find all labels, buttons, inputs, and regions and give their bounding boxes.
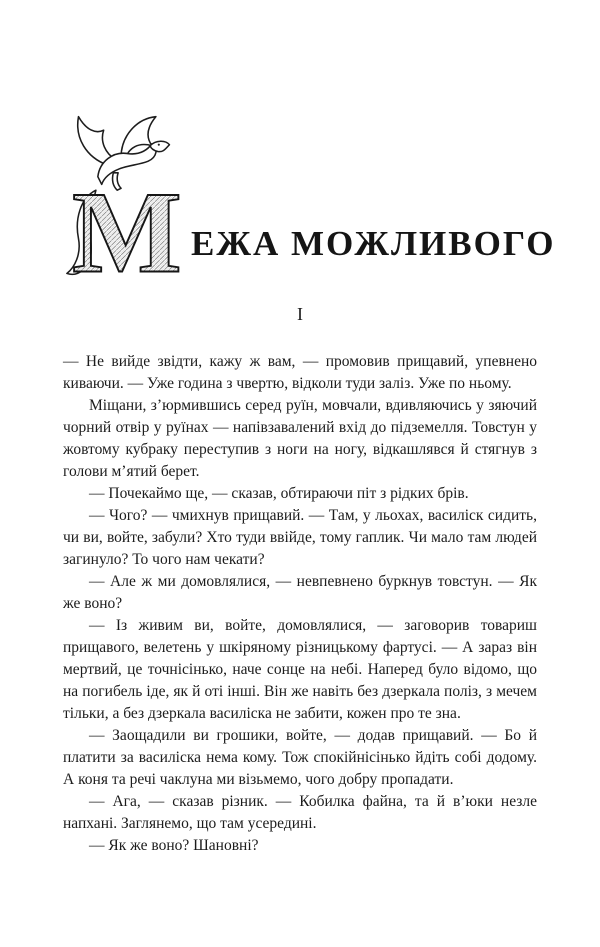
paragraph: — Не вийде звідти, кажу ж вам, — промовив прищавий, упевнено киваючи. — Уже година з чвертю, відколи туди заліз. Уже по ньому. <box>63 353 537 392</box>
paragraph: Міщани, з’юрмившись серед руїн, мовчали, вдивляючись у зяючий чорний отвір у руїнах — напівзавалений вхід до підземелля. Товстун у жовтому кубраку переступив з ноги на ногу, відкашлявся й стягнув з голови м’ятий берет. <box>63 397 537 480</box>
dragon-initial-illustration <box>63 104 183 290</box>
body-text <box>63 351 537 857</box>
paragraph: — Але ж ми домовлялися, — невпевнено буркнув товстун. — Як же воно? <box>63 573 537 612</box>
chapter-title: ЕЖА МОЖЛИВОГО <box>191 224 556 263</box>
text-column <box>63 0 556 857</box>
paragraph: — Із живим ви, войте, домовлялися, — заговорив товариш прищавого, велетень у шкіряному різницькому фартусі. — А зараз він мертвий, це точнісінько, наче сонце на небі. Наперед було відомо, що на погибель іде, як й оті інші. Він же навіть без дзеркала поліз, з мечем тільки, а без дзеркала василіска не забити, кожен про те зна. <box>63 617 537 722</box>
title-initial-letter: М <box>72 169 182 290</box>
paragraph: — Почекаймо ще, — сказав, обтираючи піт з рідких брів. <box>89 485 469 502</box>
paragraph: — Як же воно? Шановні? <box>89 837 259 854</box>
paragraph: — Ага, — сказав різник. — Кобилка файна, та й в’юки незле напхані. Заглянемо, що там усередині. <box>63 793 537 832</box>
chapter-title-block <box>63 104 556 290</box>
paragraph: — Заощадили ви грошики, войте, — додав прищавий. — Бо й платити за василіска нема кому. Тож спокійнісінько йдіть собі додому. А коня та речі чаклуна ми візьмемо, чого добру пропадати. <box>63 727 537 788</box>
paragraph: — Чого? — чмихнув прищавий. — Там, у льохах, василіск сидить, чи ви, войте, забули? Хто туди ввійде, тому гаплик. Чи мало там людей загинуло? То чого нам чекати? <box>63 507 537 568</box>
chapter-numeral: І <box>297 304 303 324</box>
dragon-icon <box>63 104 183 290</box>
